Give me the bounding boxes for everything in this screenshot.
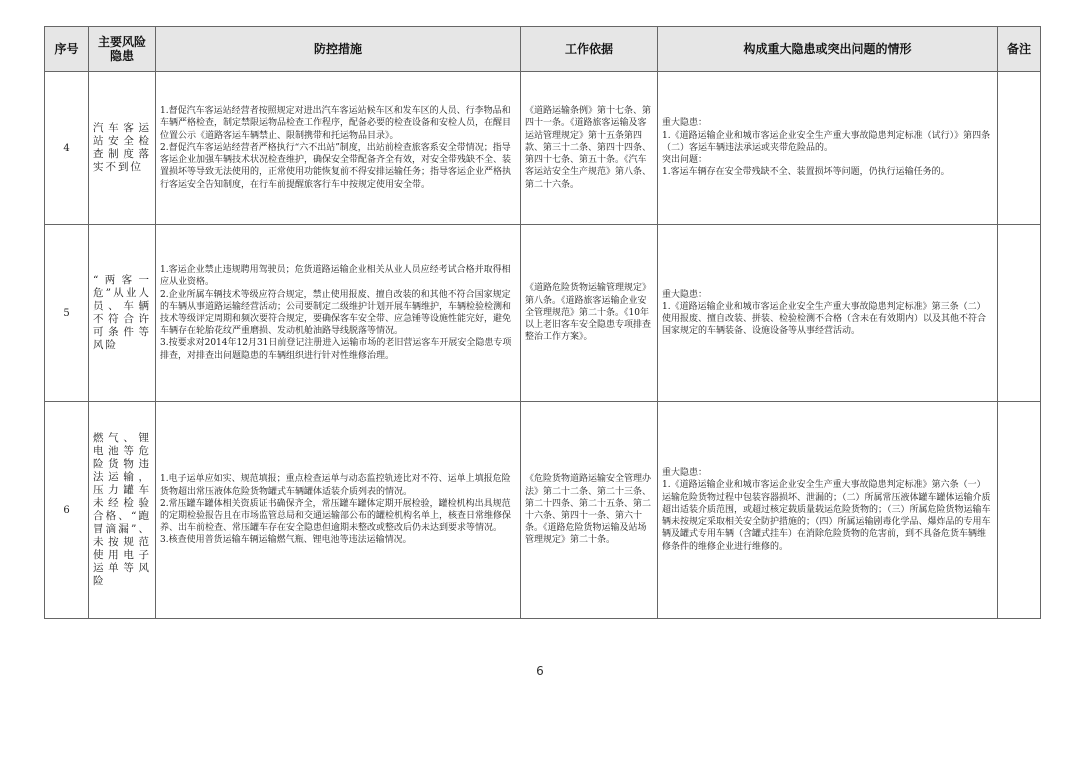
row-seq: 5 — [45, 225, 89, 402]
header-basis: 工作依据 — [521, 27, 658, 72]
measure-item: 3.按要求对2014年12月31日前登记注册进入运输市场的老旧营运客车开展安全隐患专项排查，对排查出问题隐患的车辆组织进行针对性维修治理。 — [160, 338, 512, 361]
row-risk: “两客一危”从业人员、车辆不符合许可条件等风险 — [89, 225, 156, 402]
table-row — [45, 225, 1041, 402]
row-risk: 汽车客运站安全检查制度落实不到位 — [89, 72, 156, 225]
row-notes — [998, 225, 1041, 402]
measure-item: 1.督促汽车客运站经营者按照规定对进出汽车客运站候车区和发车区的人员、行李物品和车辆严格检查，制定禁限运物品检查工作程序，配备必要的检查设备和安检人员，在醒目位置公示《道路客运车辆禁止、限制携带和托运物品目录》。 — [160, 106, 512, 141]
measure-item: 1.电子运单应如实、规范填报；重点检查运单与动态监控轨迹比对不符、运单上填报危险货物超出常压液体危险货物罐式车辆罐体适装介质列表的情况。 — [160, 474, 511, 497]
row-notes — [998, 72, 1041, 225]
row-cases — [658, 402, 998, 619]
header-measures: 防控措施 — [156, 27, 521, 72]
measure-item: 3.核查使用普货运输车辆运输燃气瓶、锂电池等违法运输情况。 — [160, 535, 412, 546]
row-basis: 《危险货物道路运输安全管理办法》第二十二条、第二十三条、第二十四条、第二十五条、第二十六条、第四十一条、第六十条。《道路危险货物运输及站场管理规定》第二十条。 — [521, 402, 658, 619]
case-item: 重大隐患： — [662, 118, 708, 129]
row-measures — [156, 72, 521, 225]
table-row — [45, 402, 1041, 619]
row-notes — [998, 402, 1041, 619]
row-basis: 《道路运输条例》第十七条、第四十一条。《道路旅客运输及客运站管理规定》第十五条第四款、第三十二条、第四十四条、第四十七条、第五十条。《汽车客运站安全生产规范》第八条、第二十六条。 — [521, 72, 658, 225]
case-item: 1.客运车辆存在安全带残缺不全、装置损坏等问题，仍执行运输任务的。 — [662, 167, 950, 178]
row-risk: 燃气、锂电池等危险货物违法运输，压力罐车未经检验合格、“跑冒滴漏”、未按规范使用电子运单等风险 — [89, 402, 156, 619]
case-item: 1.《道路运输企业和城市客运企业安全生产重大事故隐患判定标准（试行）》第四条（二）客运车辆违法承运或夹带危险品的。 — [662, 130, 991, 153]
measure-item: 2.企业所属车辆技术等级应符合规定，禁止使用报废、擅自改装的和其他不符合国家规定的车辆从事道路运输经营活动；公司要制定二级维护计划开展车辆维护，车辆检验检测和技术等级评定周期和频次要符合规定，要确保客车安全带、应急锤等设施性能完好，避免车辆存在轮胎花纹严重磨损、发动机舱油路导线脱落等情况。 — [160, 289, 512, 337]
header-row — [45, 27, 1041, 72]
row-seq: 6 — [45, 402, 89, 619]
header-cases: 构成重大隐患或突出问题的情形 — [658, 27, 998, 72]
row-basis: 《道路危险货物运输管理规定》第八条。《道路旅客运输企业安全管理规范》第二十条。《10年以上老旧客车安全隐患专项排查整治工作方案》。 — [521, 225, 658, 402]
case-item: 重大隐患： — [662, 289, 708, 300]
measure-item: 1.客运企业禁止违规聘用驾驶员；危货道路运输企业相关从业人员应经考试合格并取得相应从业资格。 — [160, 265, 511, 288]
row-measures — [156, 225, 521, 402]
page-number: 6 — [536, 664, 544, 678]
header-risk: 主要风险隐患 — [89, 27, 156, 72]
case-item: 突出问题： — [662, 155, 708, 166]
row-cases — [658, 225, 998, 402]
measure-item: 2.督促汽车客运站经营者严格执行“六不出站”制度，出站前检查旅客系安全带情况；指导客运企业加强车辆技术状况检查维护，确保安全带配备齐全有效，对安全带残缺不全、装置损坏等导致无法使用的，正常使用功能恢复前不得安排运输任务；指导客运企业严格执行客运安全告知制度，在行车前提醒旅客行车中按规定使用安全带。 — [160, 142, 512, 190]
case-item: 重大隐患： — [662, 468, 708, 479]
table-row — [45, 72, 1041, 225]
header-notes: 备注 — [998, 27, 1041, 72]
measure-item: 2.常压罐车罐体相关资质证书确保齐全，常压罐车罐体定期开展检验，罐检机构出具规范的定期检验报告且在市场监管总局和交通运输部公布的罐检机构名单上，核查日常维修保养、出车前检查、常压罐车存在安全隐患但逾期未整改或整改后仍未达到要求等情况。 — [160, 498, 512, 534]
row-cases — [658, 72, 998, 225]
row-measures — [156, 402, 521, 619]
risk-table — [44, 26, 1041, 619]
header-seq: 序号 — [45, 27, 89, 72]
case-item: 1.《道路运输企业和城市客运企业安全生产重大事故隐患判定标准》第六条（一）运输危险货物过程中包装容器损坏、泄漏的；（二）所属常压液体罐车罐体运输介质超出适装介质范围，或超过核定载质量载运危险货物的；（三）所属危险货物运输车辆未按规定采取相关安全防护措施的；（四）所属运输剧毒化学品、爆炸品的专用车辆及罐式专用车辆（含罐式挂车）在消除危险货物的危害前，到不具备危货车辆维修条件的维修企业进行维修的。 — [662, 480, 991, 552]
row-seq: 4 — [45, 72, 89, 225]
case-item: 1.《道路运输企业和城市客运企业安全生产重大事故隐患判定标准》第三条（二）使用报废、擅自改装、拼装、检验检测不合格（含未在有效期内）以及其他不符合国家规定的车辆装备、设施设备等从事经营活动。 — [662, 301, 987, 337]
